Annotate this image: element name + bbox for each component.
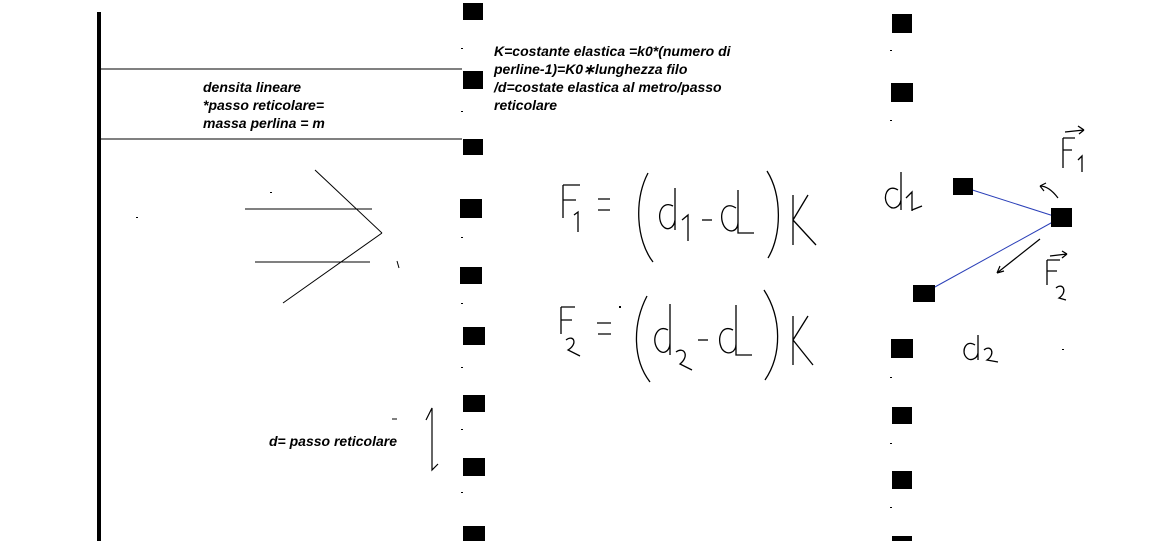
bead [891, 83, 913, 102]
bead-displaced [1051, 208, 1072, 227]
force-arrow-2 [997, 239, 1040, 273]
displaced-system [913, 178, 1072, 302]
bead [892, 407, 912, 424]
label-vec-f1 [1063, 126, 1084, 172]
label-d1 [885, 172, 922, 211]
equation-2 [561, 290, 813, 382]
spring-upper [963, 187, 1060, 218]
note-k-line-3: /d=costate elastica al metro/passo [494, 79, 722, 95]
equation-1 [563, 171, 816, 262]
bead [460, 199, 482, 218]
note-k-line-2: perline-1)=K0∗lunghezza filo [494, 61, 688, 77]
bead-upper [953, 178, 973, 195]
bead [463, 458, 485, 476]
bead [463, 71, 483, 89]
spring-lower [924, 218, 1060, 293]
label-d2 [964, 335, 998, 362]
bead-lower [913, 285, 935, 302]
bead [463, 327, 485, 345]
sketch-arrow [245, 170, 399, 303]
note-density-line-3: massa perlina = m [203, 115, 325, 131]
bead [892, 471, 912, 489]
bead-column-2 [891, 14, 913, 541]
note-k-line-1: K=costante elastica =k0*(numero di [494, 43, 731, 59]
d-bracket [426, 408, 438, 470]
label-lattice-step: d= passo reticolare [269, 433, 398, 449]
note-density [203, 78, 453, 132]
force-arrow-1 [1040, 183, 1058, 198]
note-k-line-4: reticolare [494, 97, 558, 113]
note-density-line-2: *passo reticolare= [203, 97, 325, 113]
bead [892, 14, 912, 33]
bead [463, 395, 485, 412]
bead [892, 536, 912, 541]
bead [463, 526, 485, 541]
bead [463, 139, 483, 155]
note-elastic-constant [494, 42, 794, 114]
bead-column-1 [460, 3, 485, 541]
note-density-line-1: densita lineare [203, 79, 302, 95]
bead [891, 339, 913, 358]
bead [460, 267, 482, 284]
label-vec-f2 [1047, 251, 1067, 300]
bead [463, 3, 483, 20]
